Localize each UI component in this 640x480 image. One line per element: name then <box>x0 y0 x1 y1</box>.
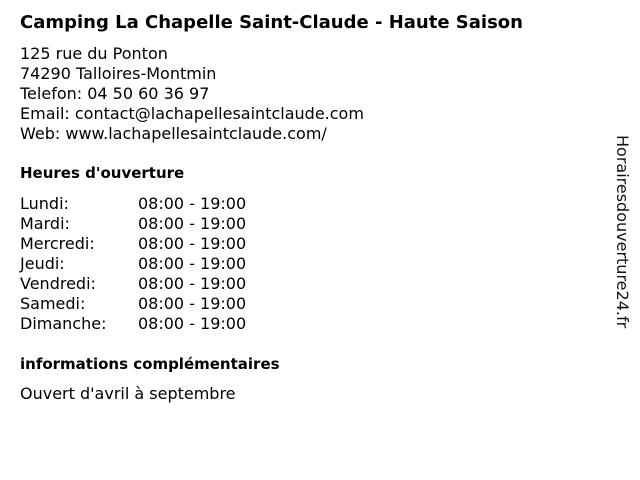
day-label: Dimanche: <box>20 314 107 333</box>
day-label: Jeudi: <box>20 254 65 273</box>
hours-row-saturday <box>20 294 280 314</box>
additional-info-text: Ouvert d'avril à septembre <box>20 384 236 403</box>
time-range: 08:00 - 19:00 <box>138 274 247 293</box>
hours-row-monday <box>20 194 280 214</box>
hours-row-thursday <box>20 254 280 274</box>
site-watermark: Horairesdouverture24.fr <box>613 135 632 329</box>
time-range: 08:00 - 19:00 <box>138 294 247 313</box>
address-block <box>20 44 364 144</box>
street-address: 125 rue du Ponton <box>20 44 168 63</box>
website-url: Web: www.lachapellesaintclaude.com/ <box>20 124 327 143</box>
email-address: Email: contact@lachapellesaintclaude.com <box>20 104 364 123</box>
page-title: Camping La Chapelle Saint-Claude - Haute Saison <box>20 12 523 33</box>
day-label: Mercredi: <box>20 234 95 253</box>
time-range: 08:00 - 19:00 <box>138 314 247 333</box>
time-range: 08:00 - 19:00 <box>138 194 247 213</box>
hours-row-tuesday <box>20 214 280 234</box>
hours-row-sunday <box>20 314 280 334</box>
day-label: Mardi: <box>20 214 70 233</box>
opening-hours-heading: Heures d'ouverture <box>20 164 185 182</box>
phone-number: Telefon: 04 50 60 36 97 <box>20 84 210 103</box>
time-range: 08:00 - 19:00 <box>138 214 247 233</box>
day-label: Vendredi: <box>20 274 96 293</box>
additional-info-heading: informations complémentaires <box>20 355 280 373</box>
time-range: 08:00 - 19:00 <box>138 254 247 273</box>
time-range: 08:00 - 19:00 <box>138 234 247 253</box>
day-label: Samedi: <box>20 294 86 313</box>
day-label: Lundi: <box>20 194 69 213</box>
hours-row-wednesday <box>20 234 280 254</box>
hours-row-friday <box>20 274 280 294</box>
opening-hours-table <box>20 194 280 334</box>
city-postal-code: 74290 Talloires-Montmin <box>20 64 217 83</box>
